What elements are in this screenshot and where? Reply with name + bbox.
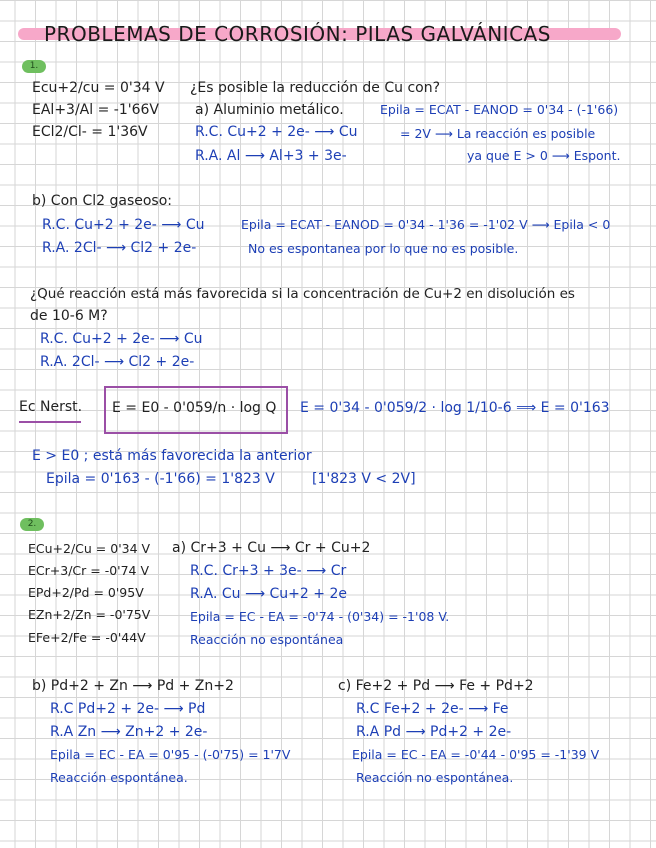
question-2-line-2: de 10-6 M? <box>30 308 108 324</box>
question-1: ¿Es posible la reducción de Cu con? <box>190 80 441 96</box>
potential-cr: ECr+3/Cr = -0'74 V <box>28 563 150 578</box>
part-a-label: a) Aluminio metálico. <box>195 102 344 118</box>
s2-part-b-rc: R.C Pd+2 + 2e- ⟶ Pd <box>50 701 206 717</box>
nernst-calculation: E = 0'34 - 0'059/2 · log 1/10-6 ⟹ E = 0'163 <box>300 400 610 416</box>
s2-part-c-result: Reacción no espontánea. <box>356 770 514 785</box>
part-b-ra: R.A. 2Cl- ⟶ Cl2 + 2e- <box>42 240 197 256</box>
s2-part-a-ra: R.A. Cu ⟶ Cu+2 + 2e <box>190 586 347 602</box>
potential-cu-2: ECu+2/Cu = 0'34 V <box>28 541 151 556</box>
s2-part-a-epila: Epila = EC - EA = -0'74 - (0'34) = -1'08 V. <box>190 609 450 624</box>
question-2-ra: R.A. 2Cl- ⟶ Cl2 + 2e- <box>40 354 195 370</box>
part-a-result: = 2V ⟶ La reacción es posible <box>400 126 596 141</box>
s2-part-a-result: Reacción no espontánea <box>190 632 344 647</box>
s2-part-a-rc: R.C. Cr+3 + 3e- ⟶ Cr <box>190 563 347 579</box>
part-b-rc: R.C. Cu+2 + 2e- ⟶ Cu <box>42 217 205 233</box>
s2-part-b-ra: R.A Zn ⟶ Zn+2 + 2e- <box>50 724 208 740</box>
part-a-result-2: ya que E > 0 ⟶ Espont. <box>467 148 621 163</box>
part-b-epila: Epila = ECAT - EANOD = 0'34 - 1'36 = -1'02 V ⟶ Epila < 0 <box>241 217 611 232</box>
section-2-badge: 2. <box>20 518 44 531</box>
potential-al: EAl+3/Al = -1'66V <box>32 102 159 118</box>
s2-part-c-epila: Epila = EC - EA = -0'44 - 0'95 = -1'39 V <box>352 747 600 762</box>
s2-part-b-equation: b) Pd+2 + Zn ⟶ Pd + Zn+2 <box>32 678 234 694</box>
potential-zn: EZn+2/Zn = -0'75V <box>28 607 151 622</box>
s2-part-b-epila: Epila = EC - EA = 0'95 - (-0'75) = 1'7V <box>50 747 291 762</box>
part-b-label: b) Con Cl2 gaseoso: <box>32 193 172 209</box>
nernst-formula: E = E0 - 0'059/n · log Q <box>112 400 277 416</box>
part-a-ra: R.A. Al ⟶ Al+3 + 3e- <box>195 148 347 164</box>
conclusion-2: Epila = 0'163 - (-1'66) = 1'823 V <box>46 471 275 487</box>
s2-part-b-result: Reacción espontánea. <box>50 770 188 785</box>
conclusion-1: E > E0 ; está más favorecida la anterior <box>32 448 312 464</box>
potential-pd: EPd+2/Pd = 0'95V <box>28 585 144 600</box>
part-a-epila: Epila = ECAT - EANOD = 0'34 - (-1'66) <box>380 102 619 117</box>
section-1-badge: 1. <box>22 60 46 73</box>
s2-part-c-rc: R.C Fe+2 + 2e- ⟶ Fe <box>356 701 509 717</box>
question-2-rc: R.C. Cu+2 + 2e- ⟶ Cu <box>40 331 203 347</box>
s2-part-a-equation: a) Cr+3 + Cu ⟶ Cr + Cu+2 <box>172 540 371 556</box>
conclusion-3: [1'823 V < 2V] <box>312 471 416 487</box>
potential-fe: EFe+2/Fe = -0'44V <box>28 630 146 645</box>
nernst-label: Ec Nerst. <box>19 399 83 415</box>
s2-part-c-ra: R.A Pd ⟶ Pd+2 + 2e- <box>356 724 512 740</box>
potential-cl2: ECl2/Cl- = 1'36V <box>32 124 148 140</box>
s2-part-c-equation: c) Fe+2 + Pd ⟶ Fe + Pd+2 <box>338 678 534 694</box>
nernst-label-underline <box>19 421 81 423</box>
page-title: PROBLEMAS DE CORROSIÓN: PILAS GALVÁNICAS <box>44 22 551 46</box>
potential-cu: Ecu+2/cu = 0'34 V <box>32 80 165 96</box>
part-a-rc: R.C. Cu+2 + 2e- ⟶ Cu <box>195 124 358 140</box>
part-b-result: No es espontanea por lo que no es posible. <box>248 241 519 256</box>
question-2-line-1: ¿Qué reacción está más favorecida si la concentración de Cu+2 en disolución es <box>30 286 575 302</box>
